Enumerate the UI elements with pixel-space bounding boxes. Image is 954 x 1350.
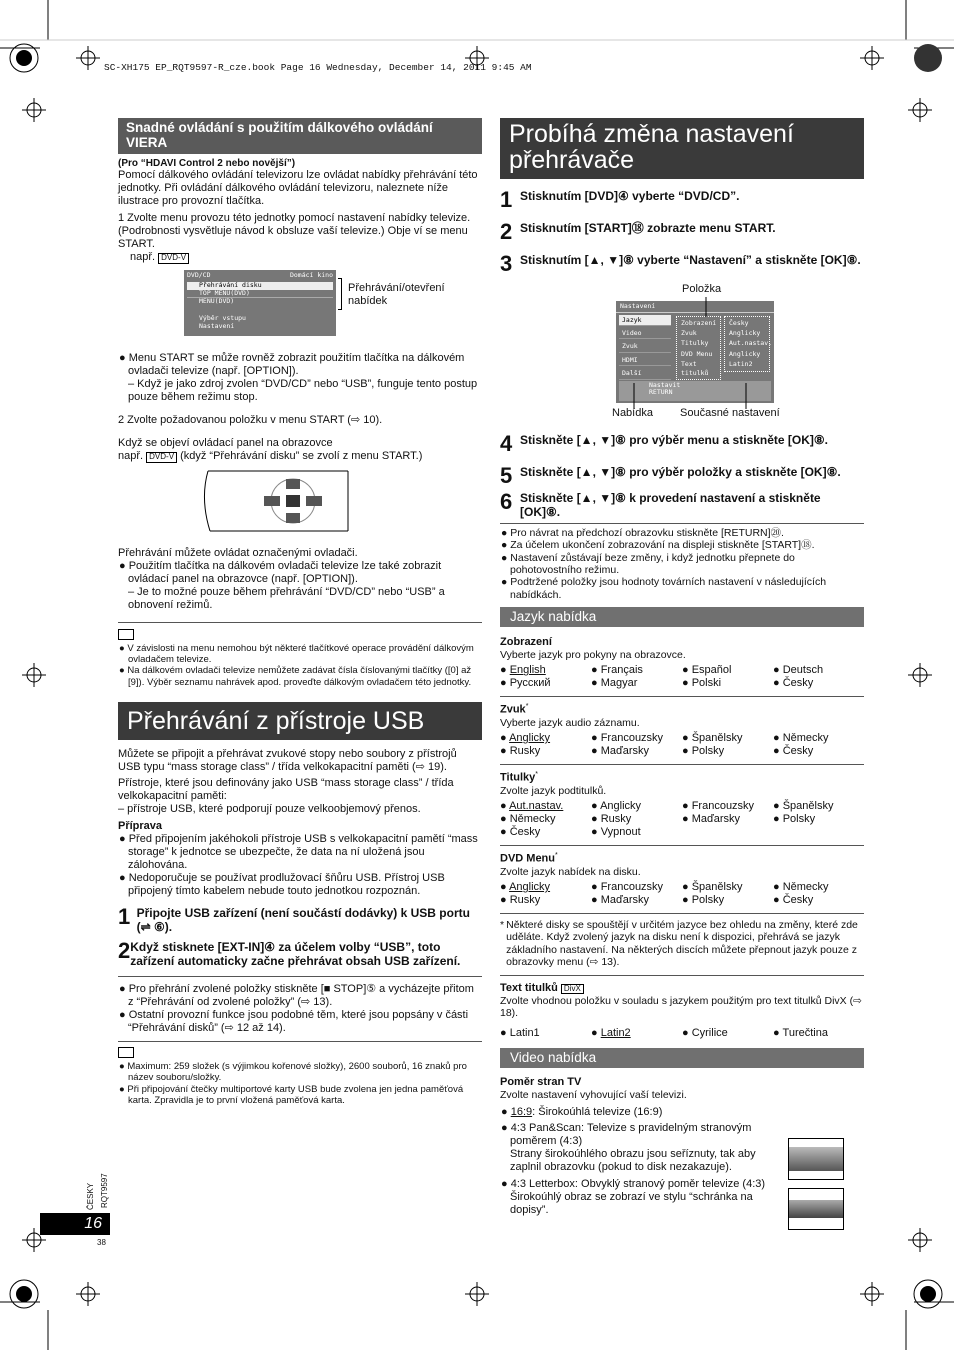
step-5-num: 5 <box>500 462 513 488</box>
option-item: ● Polsky <box>773 813 816 826</box>
option-item: ● Česky <box>773 745 814 758</box>
step-3: Stisknutím [▲, ▼]⑧ vyberte “Nastavení” a stiskněte [OK]⑧. <box>520 252 861 267</box>
option-item: ● Cyrilice <box>682 1027 728 1040</box>
option-label: Magyar <box>600 677 638 690</box>
menu-callout: Přehrávání/otevření nabídek <box>348 282 445 308</box>
osd-menu-entry: Video <box>619 328 671 339</box>
osd-row-input: Výběr vstupu <box>199 313 246 322</box>
option-item: ● Německy <box>773 881 829 894</box>
option-label: English <box>509 664 546 677</box>
b2: Za účelem ukončení zobrazování na displeji stiskněte [START]⑱. <box>510 539 815 552</box>
bullet-start: Menu START se může rovněž zobrazit použitím tlačítka na dálkovém ovladači televize (např. [OPTION]). <box>128 352 465 378</box>
b1: Pro návrat na předchozí obrazovku stiskněte [RETURN]⑳. <box>510 526 784 539</box>
note2: Na dálkovém ovladači televize nemůžete zadávat čísla číslovanými tlačítky ([0] až [9]). Výběr seznamu nahrávek apod. proveďte dálkovým ovladačem této jednotky. <box>127 665 472 688</box>
option-label: Česky <box>782 745 814 758</box>
option-label: Polski <box>691 677 722 690</box>
dvdmenu-title: DVD Menu <box>500 852 555 865</box>
option-item: ● Maďarsky <box>591 745 650 758</box>
divider <box>500 696 864 697</box>
option-item: ● Španělsky <box>773 800 834 813</box>
option-label: Anglicky <box>509 732 551 745</box>
option-item: ● Deutsch <box>773 664 824 677</box>
page-number: 16 <box>40 1213 110 1235</box>
titulky-options <box>500 800 864 839</box>
zvuk-options <box>500 732 864 758</box>
osd-items-entry: Zvuk <box>681 328 697 337</box>
viera-step2: 2 Zvolte požadovanou položku v menu START (⇨ 10). <box>118 414 383 427</box>
option-label: Francouzsky <box>691 800 755 813</box>
osd-values-entry: Aut.nastav. <box>729 339 773 348</box>
step-1: Stisknutím [DVD]④ vyberte “DVD/CD”. <box>520 188 740 203</box>
pomer-b2-sub: Strany širokoúhlého obrazu jsou seříznuty, tak aby zaplnil obrazovku (pokud to disk nezakazuje). <box>510 1148 756 1174</box>
divider <box>118 976 482 977</box>
option-label: Španělsky <box>782 800 834 813</box>
dvdv-tag-2: DVD-V <box>146 452 177 463</box>
option-label: Anglicky <box>600 800 642 813</box>
pomer-b2: 4:3 Pan&Scan: Televize s pravidelným stranovým poměrem (4:3) <box>510 1122 752 1148</box>
osd-menu-entry: Zvuk <box>619 341 671 352</box>
option-item: ● Anglicky <box>500 732 551 745</box>
option-item: ● Maďarsky <box>682 813 741 826</box>
option-row <box>500 813 864 826</box>
control-panel-illustration <box>198 469 368 533</box>
pomer-b3: 4:3 Letterbox: Obvyklý stranový poměr televize (4:3) Širokoúhlý obraz se zobrazí ve stylu “schránka na dopisy”. <box>510 1178 766 1217</box>
option-row <box>500 677 864 690</box>
label-soucasne: Současné nastavení <box>680 406 780 419</box>
step-5: Stiskněte [▲, ▼]⑧ pro výběr položky a stiskněte [OK]⑧. <box>520 464 841 479</box>
divider <box>118 1041 482 1042</box>
footnote-mark: * <box>500 919 505 932</box>
option-item: ● Polsky <box>682 894 725 907</box>
option-item: ● Česky <box>500 826 541 839</box>
option-item: ● Česky <box>773 677 814 690</box>
divider <box>500 913 864 914</box>
usb-step-2-num: 2 <box>118 937 131 963</box>
option-label: Latin2 <box>600 1027 631 1040</box>
osd-top-right: Domácí kino <box>289 271 333 280</box>
option-item: ● Francouzsky <box>682 800 755 813</box>
osd-items <box>676 316 721 381</box>
option-label: Česky <box>509 826 541 839</box>
option-label: Německy <box>782 732 829 745</box>
option-label: Německy <box>782 881 829 894</box>
start-menu-osd <box>184 270 336 336</box>
usb-icon: ⇌ ⑥ <box>140 919 165 934</box>
option-label: Německy <box>509 813 556 826</box>
book-icon <box>118 629 134 640</box>
osd-menu-entry: Další <box>619 368 671 379</box>
option-label: Rusky <box>509 745 541 758</box>
option-row <box>500 1027 864 1040</box>
option-label: Francouzsky <box>600 732 664 745</box>
panscan-thumbnail <box>788 1138 844 1180</box>
option-label: Turečtina <box>782 1027 828 1040</box>
option-item: ● Rusky <box>500 894 541 907</box>
option-item: ● Anglicky <box>591 800 642 813</box>
usb-step-1: Připojte USB zařízení (není součástí dodávky) k USB portu ( <box>136 905 470 934</box>
usb-b1: Pro přehrání zvolené položky stiskněte [■ STOP]⑤ a vycházejte přitom z “Přehrávání od zvolené položky” (⇨ 13). <box>128 983 474 1009</box>
asterisk: * <box>525 703 529 711</box>
option-label: Česky <box>782 677 814 690</box>
osd-row-play: Přehrávání disku <box>187 282 333 290</box>
settings-osd <box>616 301 774 403</box>
bullet-start-sub: – Když je jako zdroj zvolen “DVD/CD” nebo “USB”, funguje tento postup pouze během režimu stop. <box>128 378 478 404</box>
option-item: ● Magyar <box>591 677 638 690</box>
divider <box>500 975 864 976</box>
osd-row-menu: MENU(DVD) <box>199 297 235 306</box>
usb-b2: Ostatní provozní funkce jsou podobné těm, které jsou popsány v části “Přehrávání disků” (⇨ 12 až 14). <box>128 1009 469 1035</box>
step-4: Stiskněte [▲, ▼]⑧ pro výběr menu a stiskněte [OK]⑧. <box>520 432 829 447</box>
osd-top-left: DVD/CD <box>187 271 211 280</box>
option-label: Španělsky <box>691 881 743 894</box>
option-label: Español <box>691 664 732 677</box>
text-title: Text titulků <box>500 981 558 994</box>
settings-heading: Probíhá změna nastavení přehrávače <box>500 118 864 179</box>
usb-p1: Můžete se připojit a přehrávat zvukové stopy nebo soubory z přístrojů USB typu “mass storage class” / třída velkokapacitní paměti (⇨ 19). <box>118 747 457 773</box>
pomer-b1: : Širokoúhlá televize (16:9) <box>532 1105 663 1118</box>
option-item: ● Francouzsky <box>591 881 664 894</box>
viera-step1: 1 Zvolte menu provozu této jednotky pomocí nastavení nabídky televize. (Podrobnosti vysvětluje návod k obsluze vaší televize.) Obje ví se menu START. <box>118 212 471 251</box>
viera-intro: Pomocí dálkového ovládání televizoru lze ovládat nabídky přehrávání této jednotky. Při ovládání dálkového ovládání televizoru, naleznete níže ilustrace pro provozní tlačítka. <box>118 169 478 208</box>
divider <box>500 845 864 846</box>
panel-b1-sub: – Je to možné pouze během přehrávání “DVD/CD” nebo “USB” a obnovení režimů. <box>128 585 445 611</box>
option-item: ● Français <box>591 664 643 677</box>
option-item: ● Německy <box>773 732 829 745</box>
step-2-num: 2 <box>500 218 513 244</box>
label-polozka: Položka <box>682 282 722 295</box>
option-item: ● Vypnout <box>591 826 641 839</box>
usb-step-1-end: ). <box>164 919 173 934</box>
option-item: ● Aut.nastav. <box>500 800 564 813</box>
divider <box>500 764 864 765</box>
panel-eg: např. <box>118 450 144 463</box>
titulky-title: Titulky <box>500 771 536 784</box>
option-label: Maďarsky <box>600 745 650 758</box>
usb-note1: Maximum: 259 složek (s výjimkou kořenové složky), 2600 souborů, 16 znaků pro název souboru/složky. <box>127 1061 467 1084</box>
option-item: ● Rusky <box>591 813 632 826</box>
asterisk: * <box>555 852 558 860</box>
settings-osd-illustration <box>500 283 864 431</box>
text-desc: Zvolte vhodnou položku v souladu s jazykem použitým pro text titulků DivX (⇨ 18). <box>500 994 862 1019</box>
b3: Nastavení zůstávají beze změny, i když jednotku přepnete do pohotovostního režimu. <box>510 551 795 576</box>
option-label: Polsky <box>782 813 816 826</box>
usb-note2: Při připojování čtečky multiportové karty USB bude zvolena jen jedna paměťová karta. Zpravidla je to první vložená paměťová karta. <box>127 1083 464 1106</box>
option-item: ● Maďarsky <box>591 894 650 907</box>
option-label: Španělsky <box>691 732 743 745</box>
book-icon <box>118 1047 134 1058</box>
zvuk-title: Zvuk <box>500 703 526 716</box>
option-item: ● Španělsky <box>682 732 743 745</box>
option-item: ● Německy <box>500 813 556 826</box>
option-row <box>500 826 864 839</box>
side-lang: ČESKY <box>86 1182 95 1210</box>
osd-row-topmenu: TOP MENU(DVD) <box>187 290 333 299</box>
option-label: Русский <box>509 677 551 690</box>
divx-tag: DivX <box>561 984 584 995</box>
side-code: RQT9597 <box>100 1173 109 1208</box>
option-row <box>500 664 864 677</box>
option-item: ● Francouzsky <box>591 732 664 745</box>
right-column: Probíhá změna nastavení přehrávače 1 Stisknutím [DVD]④ vyberte “DVD/CD”. 2 Stisknutím [START]⑱ zobrazte menu START. 3 Stisknutím [▲, ▼]⑧ vyberte “Nastavení” a stiskněte [OK]⑧. Položka Nastavení Jazyk Video Zvuk HDMI Další Zobrazení Zvuk Titulky DVD Menu Text titulků Česky Anglicky Aut.nastav. Anglicky Latin2 Nastavit RETURN Nabídka Současné nastavení 4 Stiskněte [▲, ▼]⑧ pro výběr menu a stiskněte [OK]⑧. 5 Stiskněte [▲, ▼]⑧ pro výběr položky a stiskněte [OK]⑧. 6 Stiskněte [▲, ▼]⑧ k provedení nastavení a stiskněte [OK]⑧. ● Pro návrat na předchozí obrazovku stiskněte [RETURN]⑳. ● Za účelem ukončení zobrazování na displeji stiskněte [START]⑱. ● Nastavení zůstávají beze změny, i když jednotku přepnete do pohotovostního režimu. ● Podtržené položky jsou hodnoty továrních nastavení v následujících nabídkách. Jazyk nabídka Zobrazení Vyberte jazyk pro pokyny na obrazovce. ● English ● Français ● Español ● Deutsch ● Русский ● Magyar ● Polski ● Česky Zvuk* Vyberte jazyk audio záznamu. ● Anglicky ● Francouzsky ● Španělsky ● Německy ● Rusky ● Maďarsky ● Polsky ● Česky Titulky* Zvolte jazyk podtitulků. ● Aut.nastav. ● Anglicky ● Francouzsky ● Španělsky ● Německy ● Rusky ● Maďarsky ● Polsky ● Česky ● Vypnout DVD Menu* Zvolte jazyk nabídek na disku. ● Anglicky ● Francouzsky ● Španělsky ● Německy ● Rusky ● Maďarsky ● Polsky ● Česky * Některé disky se spouštějí v určitém jazyce bez ohledu na změny, které zde uděláte. Když zvolený jazyk na disku není k dispozici, přehrává se jazyk základního nastavení. Na některých discích můžete přepnout jazyk pouze z obrazovky menu (⇨ 13). Text titulků DivX Zvolte vhodnou položku v souladu s jazykem použitým pro text titulků DivX (⇨ 18). ● Latin1 ● Latin2 ● Cyrilice ● Turečtina Video nabídka Poměr stran TV Zvolte nastavení vyhovující vaší televizi. ● 16:9: Širokoúhlá televize (16:9) ● 4:3 Pan&Scan: Televize s pravidelným stranovým poměrem (4:3) Strany širokoúhlého obrazu jsou seříznuty, tak aby zaplnil obrazovku (pokud to disk nezakazuje). ● 4:3 Letterbox: Obvyklý stranový poměr televize (4:3) Širokoúhlý obraz se zobrazí ve stylu “schránka na dopisy”. <box>500 118 864 1217</box>
option-row <box>500 800 864 813</box>
osd-menu-entry: HDMI <box>619 355 671 366</box>
option-label: Maďarsky <box>600 894 650 907</box>
osd-values <box>724 316 773 372</box>
step-2: Stisknutím [START]⑱ zobrazte menu START. <box>520 220 776 235</box>
page-sub: 38 <box>97 1238 106 1247</box>
usb-heading: Přehrávání z přístroje USB <box>118 702 482 740</box>
option-item: ● Polsky <box>682 745 725 758</box>
option-label: Latin1 <box>509 1027 540 1040</box>
osd-footer-return: RETURN <box>649 388 673 397</box>
option-item: ● Rusky <box>500 745 541 758</box>
osd-items-entry: Zobrazení <box>681 318 717 327</box>
eg-label: např. <box>130 251 156 264</box>
osd-values-entry: Latin2 <box>729 360 753 369</box>
osd-items-entry: Titulky <box>681 339 709 348</box>
osd-items-entry: DVD Menu <box>681 349 713 358</box>
option-label: Deutsch <box>782 664 824 677</box>
option-label: Rusky <box>600 813 632 826</box>
option-item: ● Русский <box>500 677 551 690</box>
option-label: Maďarsky <box>691 813 741 826</box>
viera-sub: (Pro “HDAVI Control 2 nebo novější”) <box>118 157 296 169</box>
option-item: ● Španělsky <box>682 881 743 894</box>
usb-p3: – přístroje USB, které podporují pouze velkoobjemový přenos. <box>118 802 421 815</box>
zobrazeni-title: Zobrazení <box>500 635 552 648</box>
bracket <box>338 278 342 310</box>
usb-step-2: Když stisknete [EXT-IN]④ za účelem volby “USB”, toto zařízení automaticky začne přehrávat obsah USB zařízení. <box>130 939 461 969</box>
zvuk-desc: Vyberte jazyk audio záznamu. <box>500 716 640 729</box>
step-4-num: 4 <box>500 430 513 456</box>
left-column: Snadné ovládání s použitím dálkového ovládání VIERA (Pro “HDAVI Control 2 nebo novější”) Pomocí dálkového ovládání televizoru lze ovládat nabídky přehrávání této jednotky. Při ovládání dálkového ovládání televizoru, naleznete níže ilustrace pro provozní tlačítka. 1 Zvolte menu provozu této jednotky pomocí nastavení nabídky televize. (Podrobnosti vysvětluje návod k obsluze vaší televize.) Obje ví se menu START. např. DVD-V DVD/CD Domácí kino Přehrávání disku TOP MENU(DVD) MENU(DVD) Výběr vstupu Nastavení Přehrávání/otevření nabídek ● Menu START se může rovněž zobrazit použitím tlačítka na dálkovém ovladači televize (např. [OPTION]). – Když je jako zdroj zvolen “DVD/CD” nebo “USB”, funguje tento postup pouze během režimu stop. 2 Zvolte požadovanou položku v menu START (⇨ 10). Když se objeví ovládací panel na obrazovce např. DVD-V (když “Přehrávání disku” se zvolí z menu START.) Přehrávání můžete ovládat označenými ovladači. ● Použitím tlačítka na dálkovém ovladači televize lze také zobrazit ovládací panel na obrazovce (např. [OPTION]). – Je to možné pouze během přehrávání “DVD/CD” nebo “USB” a obnovení režimů. ● V závislosti na menu nemohou být některé tlačítkové operace provádění dálkovým ovladačem televize. ● Na dálkovém ovladači televize nemůžete zadávat čísla číslovanými tlačítky ([0] až [9]). Výběr seznamu nahrávek apod. proveďte dálkovým ovladačem této jednotky. Přehrávání z přístroje USB Můžete se připojit a přehrávat zvukové stopy nebo soubory z přístrojů USB typu “mass storage class” / třída velkokapacitní paměti (⇨ 19). Přístroje, které jsou definovány jako USB “mass storage class” / třída velkokapacitní paměti: – přístroje USB, které podporují pouze velkoobjemový přenos. Příprava ● Před připojením jakéhokoli přístroje USB s velkokapacitní pamětí “mass storage” k jednotce se ubezpečte, že data na ní uložená jsou zálohována. ● Nedoporučuje se používat prodlužovací šňůru USB. Přístroj USB připojený tímto kabelem nebude touto jednotkou rozpoznán. 1 Připojte USB zařízení (není součástí dodávky) k USB portu (⇌ ⑥). 2 Když stisknete [EXT-IN]④ za účelem volby “USB”, toto zařízení automaticky začne přehrávat obsah USB zařízení. ● Pro přehrání zvolené položky stiskněte [■ STOP]⑤ a vycházejte přitom z “Přehrávání od zvolené položky” (⇨ 13). ● Ostatní provozní funkce jsou podobné těm, které jsou popsány v části “Přehrávání disků” (⇨ 12 až 14). ● Maximum: 259 složek (s výjimkou kořenové složky), 2600 souborů, 16 znaků pro název souboru/složky. ● Při připojování čtečky multiportové karty USB bude zvolena jen jedna paměťová karta. Zpravidla je to první vložená paměťová karta. <box>118 118 482 1106</box>
osd-footer-set: Nastavit <box>649 380 681 389</box>
panel-intro: Když se objeví ovládací panel na obrazovce <box>118 437 333 450</box>
option-label: Aut.nastav. <box>509 800 564 813</box>
option-label: Rusky <box>509 894 541 907</box>
dvdmenu-desc: Zvolte jazyk nabídek na disku. <box>500 865 641 878</box>
start-menu-illustration <box>118 270 482 352</box>
divider <box>500 523 864 524</box>
print-header: SC-XH175 EP_RQT9597-R_cze.book Page 16 Wednesday, December 14, 2011 9:45 AM <box>104 62 532 73</box>
osd-row-setup: Nastavení <box>199 321 235 330</box>
option-row <box>500 745 864 758</box>
option-item: ● Polski <box>682 677 722 690</box>
option-item: ● Latin1 <box>500 1027 540 1040</box>
osd-items-entry: Text titulků <box>681 360 709 377</box>
option-item: ● Latin2 <box>591 1027 631 1040</box>
option-label: Polsky <box>691 745 725 758</box>
prep1: Před připojením jakéhokoli přístroje USB s velkokapacitní pamětí “mass storage” k jednotce se ubezpečte, že data na ní uložená jsou zálohována. <box>128 832 478 871</box>
option-label: Anglicky <box>509 881 551 894</box>
option-label: Cyrilice <box>691 1027 728 1040</box>
option-item: ● Česky <box>773 894 814 907</box>
option-row <box>500 894 864 907</box>
osd-values-entry: Anglicky <box>729 328 761 337</box>
zobrazeni-options <box>500 664 864 690</box>
option-label: Français <box>600 664 643 677</box>
panel-b1: Použitím tlačítka na dálkovém ovladači televize lze také zobrazit ovládací panel na obrazovce (např. [OPTION]). <box>128 560 442 585</box>
option-row <box>500 732 864 745</box>
option-label: Polsky <box>691 894 725 907</box>
dvdmenu-options <box>500 881 864 907</box>
option-item: ● Anglicky <box>500 881 551 894</box>
option-item: ● Español <box>682 664 732 677</box>
usb-p2: Přístroje, které jsou definovány jako USB “mass storage class” / třída velkokapacitní paměti: <box>118 776 454 802</box>
video-heading: Video nabídka <box>500 1048 864 1068</box>
viera-heading: Snadné ovládání s použitím dálkového ovládání VIERA <box>118 118 482 154</box>
option-label: Česky <box>782 894 814 907</box>
pomer-b1-u: 16:9 <box>510 1105 533 1118</box>
osd-menu-entry: Jazyk <box>619 315 671 326</box>
pomer-title: Poměr stran TV <box>500 1076 582 1089</box>
option-item: ● Turečtina <box>773 1027 828 1040</box>
step-1-num: 1 <box>500 186 513 212</box>
panel-eg-rest: (když “Přehrávání disku” se zvolí z menu START.) <box>180 450 423 463</box>
option-label: Vypnout <box>600 826 641 839</box>
text-options <box>500 1027 864 1040</box>
label-nabidka: Nabídka <box>612 406 653 419</box>
osd-menu <box>619 315 671 382</box>
prep-title: Příprava <box>118 819 163 832</box>
zobrazeni-desc: Vyberte jazyk pro pokyny na obrazovce. <box>500 648 686 661</box>
option-row <box>500 881 864 894</box>
b4: Podtržené položky jsou hodnoty továrních nastavení v následujících nabídkách. <box>510 576 827 601</box>
panel-after: Přehrávání můžete ovládat označenými ovladači. <box>118 547 358 560</box>
osd-values-entry: Anglicky <box>729 349 761 358</box>
step-3-num: 3 <box>500 250 513 276</box>
footnote: Některé disky se spouštějí v určitém jazyce bez ohledu na změny, které zde uděláte. Když zvolený jazyk na disku není k dispozici, přehrává se jazyk základního nastavení. Na některých discích můžete přepnout jazyk pouze z obrazovky menu (⇨ 13). <box>506 919 858 969</box>
usb-step-1-num: 1 <box>118 903 131 929</box>
divider <box>118 622 482 623</box>
lang-heading: Jazyk nabídka <box>500 607 864 627</box>
titulky-desc: Zvolte jazyk podtitulků. <box>500 784 607 797</box>
letterbox-thumbnail <box>788 1188 844 1230</box>
osd-title: Nastavení <box>616 301 774 314</box>
dvdv-tag: DVD-V <box>158 253 189 264</box>
osd-values-entry: Česky <box>729 318 749 327</box>
step-6: Stiskněte [▲, ▼]⑧ k provedení nastavení a stiskněte [OK]⑧. <box>520 490 821 519</box>
step-6-num: 6 <box>500 488 513 514</box>
option-label: Francouzsky <box>600 881 664 894</box>
option-item: ● English <box>500 664 546 677</box>
asterisk: * <box>535 771 538 779</box>
note1: V závislosti na menu nemohou být některé tlačítkové operace provádění dálkovým ovladačem televize. <box>127 642 474 666</box>
pomer-desc: Zvolte nastavení vyhovující vaší televizi. <box>500 1089 687 1102</box>
prep2: Nedoporučuje se používat prodlužovací šňůru USB. Přístroj USB připojený tímto kabelem nebude touto jednotkou rozpoznán. <box>128 871 445 897</box>
